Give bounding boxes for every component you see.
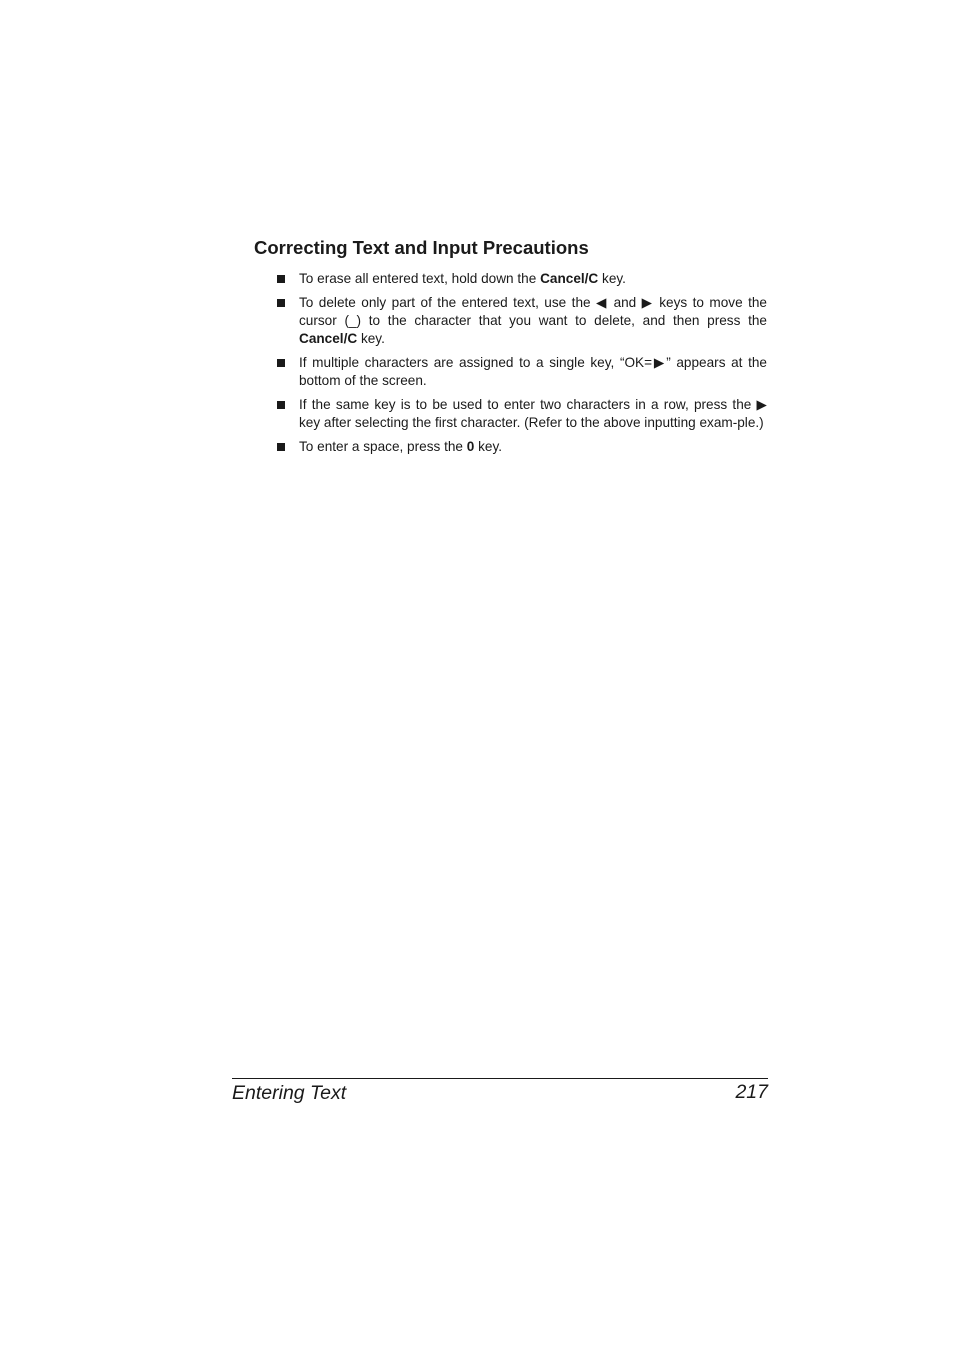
square-bullet-icon	[277, 359, 285, 367]
square-bullet-icon	[277, 275, 285, 283]
list-item	[277, 396, 767, 432]
list-item-text	[299, 439, 502, 454]
footer-chapter-title: Entering Text	[232, 1082, 347, 1104]
key-name: Cancel/C	[540, 271, 599, 286]
square-bullet-icon	[277, 443, 285, 451]
list-item	[277, 438, 767, 456]
square-bullet-icon	[277, 401, 285, 409]
text-run: key.	[357, 331, 385, 346]
footer-divider	[232, 1078, 768, 1079]
key-name: 0	[466, 439, 475, 454]
key-name: Cancel/C	[299, 331, 358, 346]
text-run: key.	[474, 439, 503, 454]
precautions-list	[277, 270, 767, 462]
text-run: If multiple characters are assigned to a single key, “OK=▶” appears at the bottom of the screen.	[299, 355, 767, 388]
list-item	[277, 270, 767, 288]
page-number: 217	[735, 1081, 768, 1103]
square-bullet-icon	[277, 299, 285, 307]
list-item	[277, 354, 767, 390]
section-heading: Correcting Text and Input Precautions	[254, 237, 589, 258]
text-run: If the same key is to be used to enter two characters in a row, press the ▶ key after selecting the first character. (Refer to the above inputting exam-ple.)	[299, 397, 767, 430]
list-item-text	[299, 271, 626, 286]
list-item-text	[299, 295, 767, 346]
list-item-text	[299, 397, 767, 430]
text-run: To enter a space, press the	[299, 439, 467, 454]
list-item	[277, 294, 767, 348]
text-run: To erase all entered text, hold down the	[299, 271, 541, 286]
list-item-text	[299, 355, 767, 388]
text-run: To delete only part of the entered text, use the ◀ and ▶ keys to move the cursor (_) to the character that you want to delete, and then press the	[299, 295, 767, 328]
text-run: key.	[598, 271, 626, 286]
